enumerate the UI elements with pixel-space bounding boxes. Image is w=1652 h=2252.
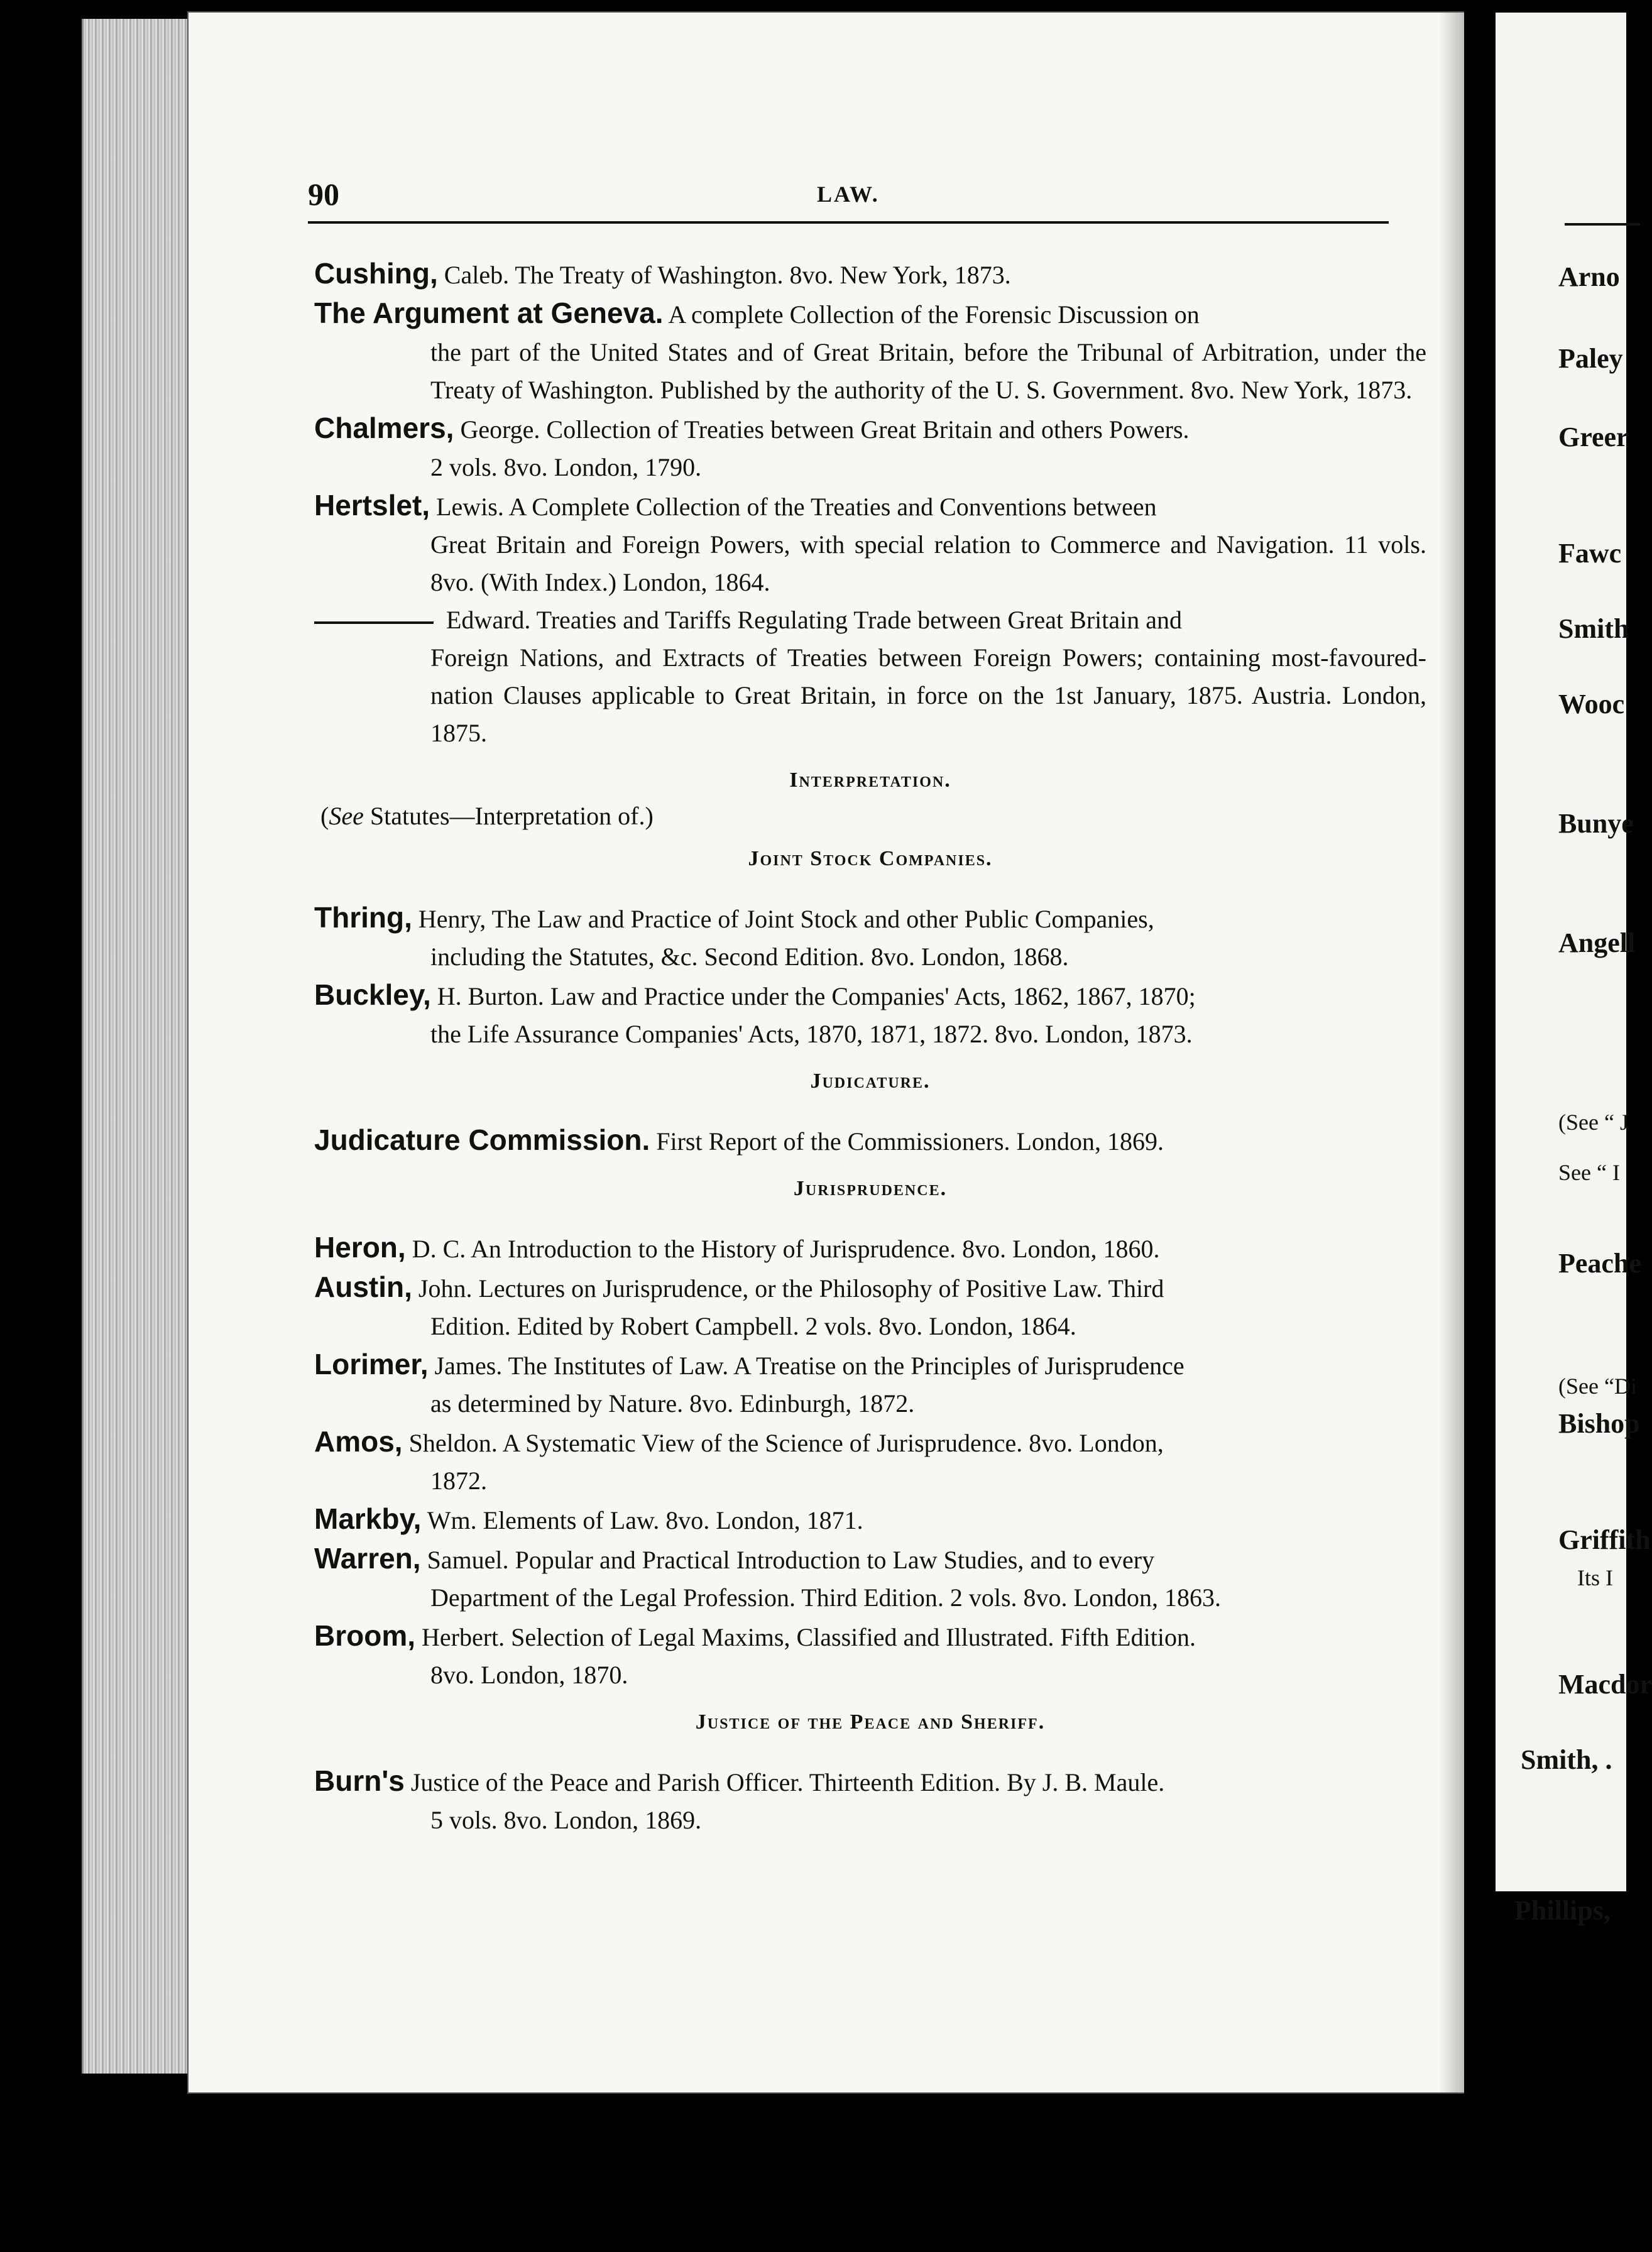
facing-fragment: Angell	[1558, 927, 1636, 958]
facing-fragment: (See “ J	[1558, 1110, 1629, 1135]
facing-fragment: Fawc	[1558, 538, 1622, 569]
entry-text: Justice of the Peace and Parish Officer. Thirteenth Edition. By J. B. Maule.	[410, 1768, 1165, 1796]
facing-fragment: Bishop	[1558, 1408, 1640, 1439]
entry-author: Cushing,	[314, 257, 438, 290]
entry-author: Austin,	[314, 1271, 412, 1303]
ditto-dash	[314, 621, 434, 624]
facing-fragment: Paley	[1558, 343, 1623, 374]
section-heading-joint-stock: Joint Stock Companies.	[748, 847, 993, 870]
entry-text: First Report of the Commissioners. London, 1869.	[656, 1127, 1164, 1156]
page-body	[314, 254, 1426, 1839]
entry-author: Thring,	[314, 901, 412, 934]
entry-author: The Argument at Geneva.	[314, 297, 664, 329]
facing-fragment: Smith, .	[1521, 1744, 1612, 1775]
bibliography-entry	[314, 1228, 1426, 1268]
facing-fragment: Macdor	[1558, 1669, 1652, 1700]
bibliography-entry	[314, 1617, 1426, 1694]
entry-author: Burn's	[314, 1764, 405, 1797]
section-heading-interpretation: Interpretation.	[789, 768, 951, 792]
entry-text: George. Collection of Treaties between Great Britain and others Powers.	[460, 415, 1190, 444]
entry-author: Judicature Commission.	[314, 1123, 650, 1156]
facing-page	[1496, 13, 1652, 1926]
entry-continuation: 2 vols. 8vo. London, 1790.	[430, 453, 702, 481]
bibliography-entry	[314, 254, 1426, 294]
entry-continuation: 8vo. London, 1870.	[430, 1661, 628, 1689]
entry-author: Amos,	[314, 1425, 403, 1458]
entry-text: Wm. Elements of Law. 8vo. London, 1871.	[427, 1506, 863, 1534]
bibliography-entry	[314, 486, 1426, 601]
entry-continuation: as determined by Nature. 8vo. Edinburgh, 1872.	[430, 1389, 915, 1418]
see-label: See	[329, 802, 364, 830]
entry-text: Henry, The Law and Practice of Joint Stock and other Public Companies,	[418, 905, 1154, 933]
section-heading-jurisprudence: Jurisprudence.	[793, 1177, 948, 1200]
entry-continuation: 1872.	[430, 1467, 487, 1495]
section-heading-justice: Justice of the Peace and Sheriff.	[695, 1710, 1046, 1734]
bibliography-entry	[314, 976, 1426, 1053]
bibliography-entry	[314, 1268, 1426, 1345]
bibliography-entry	[314, 1539, 1426, 1617]
book-gutter	[1464, 0, 1496, 2252]
see-reference: (See Statutes—Interpretation of.)	[320, 802, 654, 830]
entry-text: Sheldon. A Systematic View of the Science of Jurisprudence. 8vo. London,	[408, 1429, 1164, 1457]
entry-text: A complete Collection of the Forensic Discussion on	[668, 300, 1200, 329]
entry-text: Edward. Treaties and Tariffs Regulating Trade between Great Britain and	[446, 606, 1183, 634]
entry-text: Samuel. Popular and Practical Introduction to Law Studies, and to every	[427, 1546, 1155, 1574]
entry-author: Heron,	[314, 1231, 406, 1264]
see-text: Statutes—Interpretation of.)	[363, 802, 654, 830]
entry-author: Buckley,	[314, 978, 431, 1011]
bibliography-entry	[314, 1500, 1426, 1539]
entry-text: H. Burton. Law and Practice under the Companies' Acts, 1862, 1867, 1870;	[437, 982, 1196, 1010]
facing-fragment: Peache	[1558, 1248, 1641, 1279]
facing-fragment: (See “Di	[1558, 1374, 1637, 1399]
header-rule	[308, 221, 1389, 224]
facing-fragment: Smith	[1558, 613, 1629, 644]
entry-author: Hertslet,	[314, 489, 430, 522]
facing-page-rule	[1565, 223, 1640, 226]
facing-fragment: See “ I	[1558, 1160, 1620, 1185]
entry-text: John. Lectures on Jurisprudence, or the Philosophy of Positive Law. Third	[418, 1274, 1164, 1303]
entry-author: Broom,	[314, 1619, 415, 1652]
bibliography-entry	[314, 409, 1426, 486]
entry-text: Caleb. The Treaty of Washington. 8vo. New York, 1873.	[444, 261, 1011, 289]
entry-text: James. The Institutes of Law. A Treatise on the Principles of Jurisprudence	[434, 1352, 1184, 1380]
facing-fragment: Arno	[1558, 261, 1620, 292]
entry-text: Herbert. Selection of Legal Maxims, Classified and Illustrated. Fifth Edition.	[422, 1623, 1196, 1651]
entry-continuation: the part of the United States and of Great Britain, before the Tribunal of Arbitration, under the Treaty of Washington. Published by the authority of the U. S. Government. 8vo. New York, 1873.	[430, 338, 1426, 404]
bibliography-entry	[314, 1762, 1426, 1839]
bibliography-entry	[314, 1423, 1426, 1500]
bibliography-entry	[314, 1121, 1426, 1161]
bibliography-entry	[314, 294, 1426, 409]
entry-author: Lorimer,	[314, 1348, 429, 1380]
entry-continuation: Edition. Edited by Robert Campbell. 2 vols. 8vo. London, 1864.	[430, 1312, 1076, 1340]
page-number: 90	[308, 177, 339, 212]
facing-fragment: Phillips,	[1514, 1895, 1611, 1926]
bibliography-entry	[314, 1345, 1426, 1423]
facing-fragment: Bunye	[1558, 808, 1634, 839]
facing-fragment: Its I	[1577, 1565, 1613, 1590]
entry-author: Warren,	[314, 1542, 421, 1575]
entry-continuation: Department of the Legal Profession. Third Edition. 2 vols. 8vo. London, 1863.	[430, 1583, 1221, 1612]
entry-continuation: including the Statutes, &c. Second Edition. 8vo. London, 1868.	[430, 943, 1069, 971]
bibliography-entry	[314, 601, 1426, 752]
entry-text: D. C. An Introduction to the History of Jurisprudence. 8vo. London, 1860.	[412, 1235, 1160, 1263]
entry-continuation: the Life Assurance Companies' Acts, 1870, 1871, 1872. 8vo. London, 1873.	[430, 1020, 1193, 1048]
facing-fragment: Greer	[1558, 422, 1629, 452]
page-header	[308, 176, 1389, 226]
entry-text: Lewis. A Complete Collection of the Treaties and Conventions between	[436, 493, 1157, 521]
bibliography-entry	[314, 899, 1426, 976]
entry-author: Markby,	[314, 1502, 422, 1535]
entry-continuation: 5 vols. 8vo. London, 1869.	[430, 1806, 702, 1834]
entry-continuation: Foreign Nations, and Extracts of Treaties between Foreign Powers; containing most-favoured-nation Clauses applicable to Great Britain, in force on the 1st January, 1875. Austria. London, 1875.	[430, 643, 1426, 747]
facing-fragment: Wooc	[1558, 689, 1625, 719]
entry-author: Chalmers,	[314, 412, 454, 444]
entry-continuation: Great Britain and Foreign Powers, with special relation to Commerce and Navigation. 11 vols. 8vo. (With Index.) London, 1864.	[430, 530, 1426, 596]
facing-fragment: Griffith	[1558, 1524, 1651, 1555]
running-title: LAW.	[817, 182, 880, 207]
section-heading-judicature: Judicature.	[810, 1069, 931, 1093]
